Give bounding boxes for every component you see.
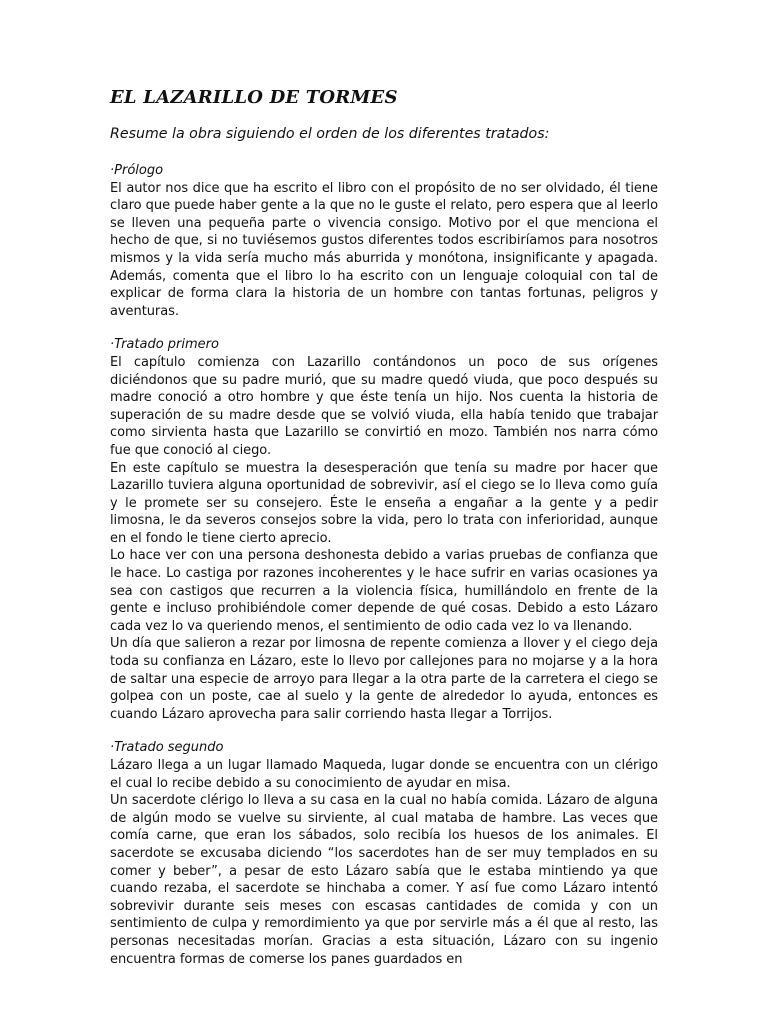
document-subtitle: Resume la obra siguiendo el orden de los diferentes tratados: [110, 126, 550, 142]
paragraph: Lázaro llega a un lugar llamado Maqueda, lugar donde se encuentra con un clérigo el cual lo recibe debido a su conocimiento de ayudar en misa. [110, 758, 658, 791]
section-heading: ·Tratado segundo [110, 740, 224, 756]
document-title: EL LAZARILLO DE TORMES [110, 87, 398, 108]
section-tratado-primero [110, 336, 658, 723]
paragraph: En este capítulo se muestra la desesperación que tenía su madre por hacer que Lazarillo tuviera alguna oportunidad de sobrevivir, así el ciego se lo lleva como guía y le promete ser su consejero. Éste le enseña a engañar a la gente y a pedir limosna, le da severos consejos sobre la vida, pero lo trata con inferioridad, aunque en el fondo le tiene cierto aprecio. [110, 460, 658, 546]
document-page [110, 84, 658, 984]
paragraph: El capítulo comienza con Lazarillo contándonos un poco de sus orígenes diciéndonos que su padre murió, que su madre quedó viuda, que poco después su madre conoció a otro hombre y que éste tenía un hijo. Nos cuenta la historia de superación de su madre desde que se volvió viuda, ella había tenido que trabajar como sirvienta hasta que Lazarillo se convirtió en mozo. También nos narra cómo fue que conoció al ciego. [110, 354, 658, 458]
paragraph: Un día que salieron a rezar por limosna de repente comienza a llover y el ciego deja toda su confianza en Lázaro, este lo llevo por callejones para no mojarse y a la hora de saltar una especie de arroyo para llegar a la otra parte de la carretera el ciego se golpea con un poste, cae al suelo y la gente de alrededor lo ayuda, entonces es cuando Lázaro aprovecha para salir corriendo hasta llegar a Torrijos. [110, 636, 658, 722]
section-heading: ·Tratado primero [110, 337, 219, 353]
section-prologo [110, 162, 658, 320]
paragraph: Un sacerdote clérigo lo lleva a su casa en la cual no había comida. Lázaro de alguna de algún modo se vuelve su sirviente, al cual mataba de hambre. Las veces que comía carne, que eran los sábados, solo recibía los huesos de los animales. El sacerdote se excusaba diciendo “los sacerdotes han de ser muy templados en su comer y beber”, a pesar de esto Lázaro sabía que le estaba mintiendo ya que cuando rezaba, el sacerdote se hinchaba a comer. Y así fue como Lázaro intentó sobrevivir durante seis meses con escasas cantidades de comida y con un sentimiento de culpa y remordimiento ya que por servirle más a él que al resto, las personas necesitadas morían. Gracias a esta situación, Lázaro con su ingenio encuentra formas de comerse los panes guardados en [110, 793, 658, 967]
paragraph: Lo hace ver con una persona deshonesta debido a varias pruebas de confianza que le hace. Lo castiga por razones incoherentes y le hace sufrir en varias ocasiones ya sea con castigos que recurren a la violencia física, humillándolo en frente de la gente e incluso prohibiéndole comer depende de qué cosas. Debido a esto Lázaro cada vez lo va queriendo menos, el sentimiento de odio cada vez lo va llenando. [110, 548, 658, 634]
section-tratado-segundo [110, 739, 658, 968]
section-heading: ·Prólogo [110, 163, 164, 178]
paragraph: El autor nos dice que ha escrito el libro con el propósito de no ser olvidado, él tiene claro que puede haber gente a la que no le guste el relato, pero espera que al leerlo se lleven una pequeña parte o vivencia consigo. Motivo por el que menciona el hecho de que, si no tuviésemos gustos diferentes todos escribiríamos para nosotros mismos y la vida sería mucho más aburrida y monótona, insignificante y apagada. Además, comenta que el libro lo ha escrito con un lenguaje coloquial con tal de explicar de forma clara la historia de un hombre con tantas fortunas, peligros y aventuras. [110, 180, 658, 319]
